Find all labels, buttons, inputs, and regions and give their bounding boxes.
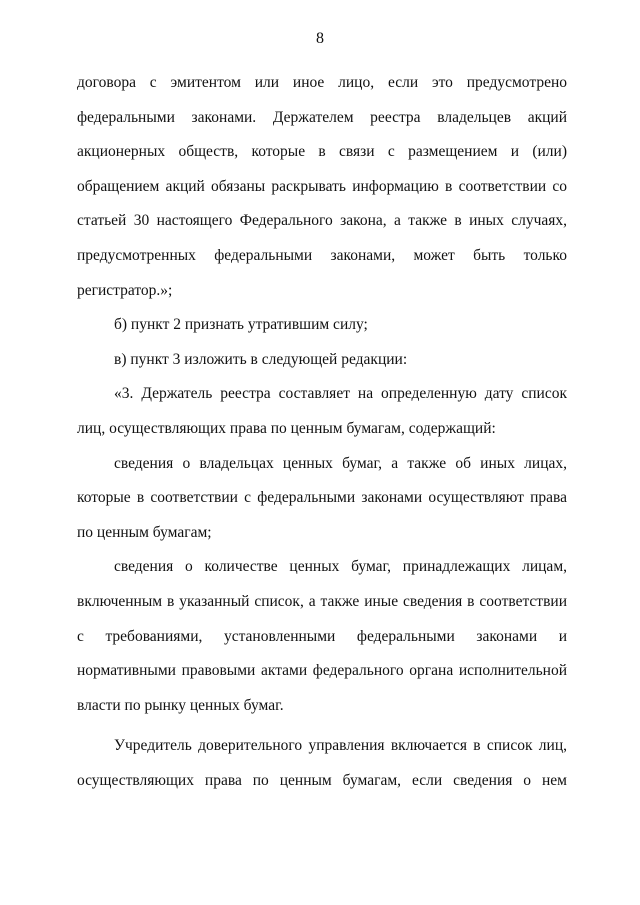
document-body	[77, 66, 567, 798]
paragraph-3: в) пункт 3 изложить в следующей редакции:	[114, 350, 408, 368]
paragraph-7: Учредитель доверительного управления включается в список лиц, осуществляющих права по ценным бумагам, если сведения о нем	[77, 737, 567, 789]
paragraph-6: сведения о количестве ценных бумаг, принадлежащих лицам, включенным в указанный список, а также иные сведения в соответствии с требованиями, установленными федеральными законами и нормативными правовыми актами федерального органа исполнительной власти по рынку ценных бумаг.	[77, 558, 567, 714]
paragraph-4: «3. Держатель реестра составляет на определенную дату список лиц, осуществляющих права по ценным бумагам, содержащий:	[77, 385, 567, 437]
page-number: 8	[316, 30, 324, 47]
paragraph-2: б) пункт 2 признать утратившим силу;	[114, 316, 368, 334]
paragraph-5: сведения о владельцах ценных бумаг, а также об иных лицах, которые в соответствии с федеральными законами осуществляют права по ценным бумагам;	[77, 454, 567, 541]
paragraph-1: договора с эмитентом или иное лицо, если это предусмотрено федеральными законами. Держателем реестра владельцев акций акционерных обществ, которые в связи с размещением и (или) обращением акций обязаны раскрывать информацию в соответствии со статьей 30 настоящего Федерального закона, а также в иных случаях, предусмотренных федеральными законами, может быть только регистратор.»;	[77, 74, 567, 299]
